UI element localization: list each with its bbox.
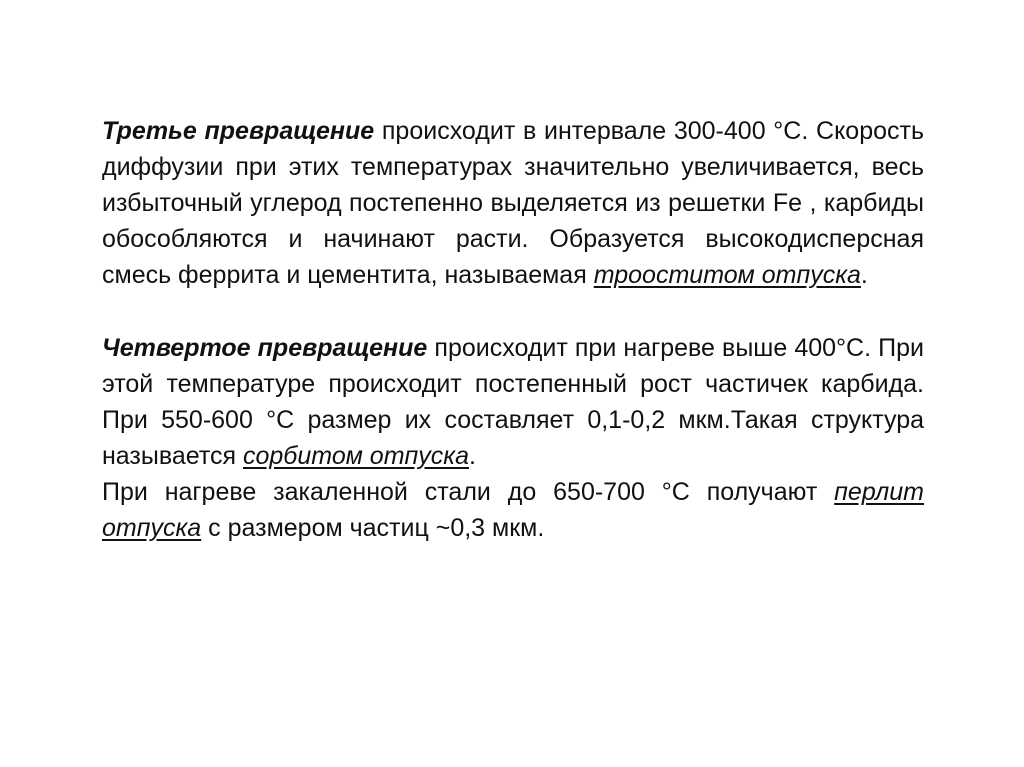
term-third-transformation: Третье превращение: [102, 117, 375, 145]
slide-content: [102, 113, 924, 546]
paragraph-fourth-transformation: [102, 330, 924, 474]
paragraph-end: .: [469, 442, 476, 470]
paragraph-text: происходит в интервале 300-400 °С. Скорость диффузии при этих температурах значительно увеличивается, весь избыточный углерод постепенно выделяется из решетки Fe , карбиды обособляются и начинают расти. Образуется высокодисперсная смесь феррита и цементита, называемая: [102, 117, 924, 289]
paragraph-end: .: [860, 261, 868, 289]
paragraph-pearlite: [102, 474, 924, 546]
paragraph-third-transformation: [102, 113, 924, 293]
paragraph-spacer: [102, 293, 924, 330]
paragraph-text: происходит при нагреве выше 400°С. При этой температуре происходит постепенный рост частичек карбида. При 550-600 °С размер их составляет 0,1-0,2 мкм.Такая структура называется: [102, 334, 924, 470]
term-sorbite-tempering: сорбитом отпуска: [243, 442, 470, 470]
term-pearlite-tempering: перлит отпуска: [102, 478, 924, 542]
term-fourth-transformation: Четвертое превращение: [102, 334, 428, 362]
paragraph-text: При нагреве закаленной стали до 650-700 °С получают: [102, 478, 835, 506]
paragraph-end: с размером частиц ~0,3 мкм.: [201, 514, 545, 542]
term-troostite-tempering: трооститом отпуска: [593, 261, 861, 289]
